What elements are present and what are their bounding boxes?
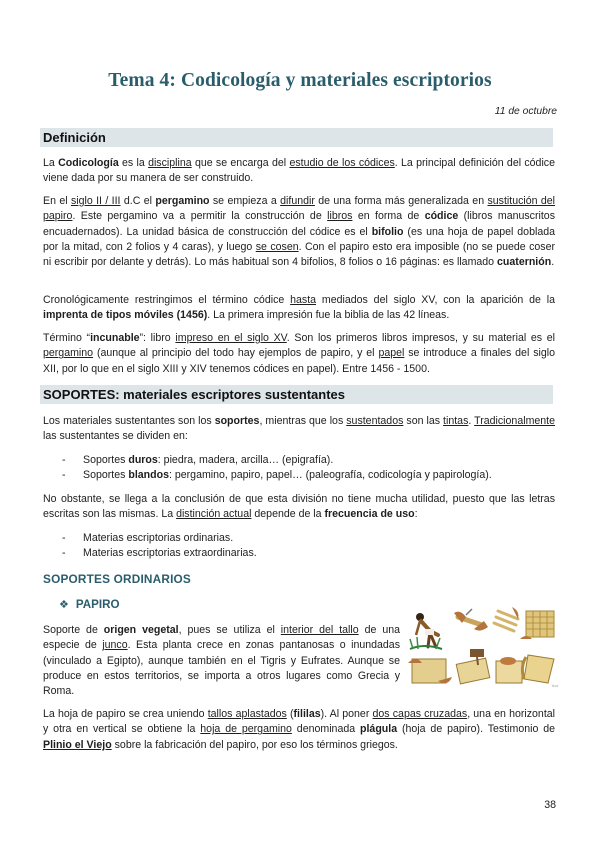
papyrus-press (408, 659, 452, 683)
list-item: - Soportes duros: piedra, madera, arcilla… (epigrafía). (62, 454, 334, 466)
papyrus-scroll (522, 655, 558, 688)
papyrus-making-illustration (408, 603, 558, 689)
paragraph-no-obstante: No obstante, se llega a la conclusión de que esta división no tiene mucha utilidad, puesto que las letras escritas son las mismas. La distinción actual depende de la frecuencia de uso: (43, 493, 555, 521)
paragraph-materiales: Los materiales sustentantes son los soportes, mientras que los sustentados son las tintas. Tradicionalmente las sustentantes se dividen en: (43, 415, 556, 443)
papyrus-weaving (520, 611, 554, 639)
paragraph-incunable: Término “incunable”: libro impreso en el siglo XV. Son los primeros libros impresos, y su material es el pergamino (aunque al principio del todo hay ejemplos de papiro, y el papel se introduce a finales del siglo XII, por lo que en el siglo XIII y XIV tenemos códices en papel). Entre 1456 - 1500. (43, 332, 555, 375)
list-item: - Materias escriptorias extraordinarias. (62, 547, 257, 560)
papyrus-polishing (496, 657, 522, 683)
list-soportes (62, 453, 552, 484)
worker-figure (410, 613, 442, 649)
page-number: 38 (544, 799, 556, 811)
paragraph-cronologia: Cronológicamente restringimos el término códice hasta mediados del siglo XV, con la aparición de la imprenta de tipos móviles (1456). La primera impresión fue la biblia de las 42 líneas. (43, 294, 556, 322)
section-heading-definicion: Definición (40, 128, 553, 147)
paragraph-pergamino: En el siglo II / III d.C el pergamino se empieza a difundir de una forma más generalizada en sustitución del papiro. Este pergamino va a permitir la construcción de libros en forma de códice (libros manuscritos encuadernados). La unidad básica de construcción del códice es el bifolio (es una hoja de papel doblada por la mitad, con 2 folios y 4 caras), y luego se cosen. Con el papiro esto era imposible (no se puede coser ni escribir por delante y detrás). Lo más habitual son 4 bifolios, 8 folios o 16 páginas: es llamado cuaternión. (43, 195, 556, 269)
list-item: - Soportes blandos: pergamino, papiro, papel… (paleografía, codicología y papirología). (62, 469, 492, 482)
list-item: - Materias escriptorias ordinarias. (62, 532, 234, 544)
list-materias (62, 531, 552, 562)
diamond-bullet-icon: ❖ (59, 599, 69, 611)
page-title: Tema 4: Codicología y materiales escriptorios (108, 70, 492, 91)
paragraph-papiro-origen: Soporte de origen vegetal, pues se utiliza el interior del tallo de una especie de junco. Esta planta crece en zonas pantanosas o inundadas (vinculado a Egipto), aunque también en el Tigris y Eufrates. Aunque se produce en estos territorios, se importa a otros lugares como Grecia y Roma. (43, 624, 400, 698)
paragraph-hoja-papiro: La hoja de papiro se crea uniendo tallos aplastados (fililas). Al poner dos capas cruzadas, una en horizontal y otra en vertical se obtiene la hoja de pergamino denominada plágula (hoja de papiro). Testimonio de Plinio el Viejo sobre la fabricación del papiro, por eso los términos griegos. (43, 708, 556, 751)
section-heading-ordinarios: SOPORTES ORDINARIOS (43, 572, 192, 586)
date-label: 11 de octubre (494, 106, 557, 117)
paragraph-codicologia: La Codicología es la disciplina que se encarga del estudio de los códices. La principal definición del códice viene dada por su manera de ser construido. (43, 157, 555, 185)
section-heading-soportes: SOPORTES: materiales escriptores sustentantes (40, 385, 553, 404)
hands-cutting-figure (454, 609, 488, 631)
svg-text:rlos: rlos (552, 683, 558, 688)
subsection-heading-papiro: ❖ PAPIRO (59, 598, 120, 611)
papyrus-hammering (456, 649, 490, 684)
papyrus-strips (494, 607, 518, 631)
